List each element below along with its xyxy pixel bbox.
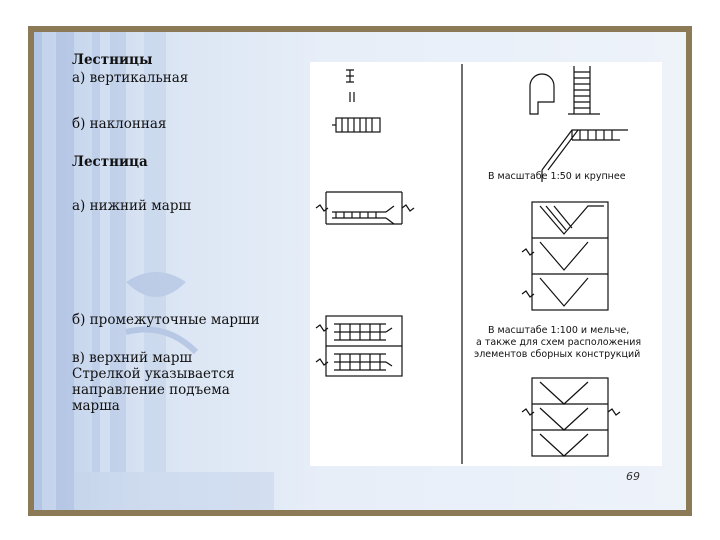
vertical-ladder-symbol-icon [346, 70, 354, 102]
note-line-2: направление подъема [72, 382, 230, 398]
page-number: 69 [626, 470, 640, 483]
caption-scale-100-line-2: а также для схем расположения [476, 337, 642, 348]
caption-scale-100-line-3: элементов сборных конструкций [474, 349, 641, 360]
inclined-stair-symbol-icon [332, 118, 380, 132]
march-lower: а) нижний марш [72, 198, 192, 214]
intermediate-march-symbol-icon [316, 316, 402, 376]
slide-subtitle: Лестница [72, 154, 148, 170]
note-line-1: Стрелкой указывается [72, 366, 235, 382]
slide-frame [28, 26, 692, 516]
vertical-ladder-icon [530, 66, 600, 114]
note-line-3: марша [72, 398, 120, 414]
item-inclined: б) наклонная [72, 116, 167, 132]
slide [34, 32, 686, 510]
march-intermediate: б) промежуточные марши [72, 312, 260, 328]
march-upper: в) верхний марш [72, 350, 193, 366]
caption-scale-100-line-1: В масштабе 1:100 и мельче, [488, 325, 630, 336]
stair-drawing [310, 62, 662, 466]
detailed-stair-icon [522, 202, 608, 310]
schematic-stair-icon [522, 378, 620, 456]
stair-drawing-svg [310, 62, 662, 466]
item-vertical: а) вертикальная [72, 70, 189, 86]
slide-title: Лестницы [72, 52, 153, 68]
columns-decoration-icon [34, 32, 334, 510]
lower-march-symbol-icon [316, 192, 414, 224]
caption-scale-50: В масштабе 1:50 и крупнее [488, 171, 626, 182]
